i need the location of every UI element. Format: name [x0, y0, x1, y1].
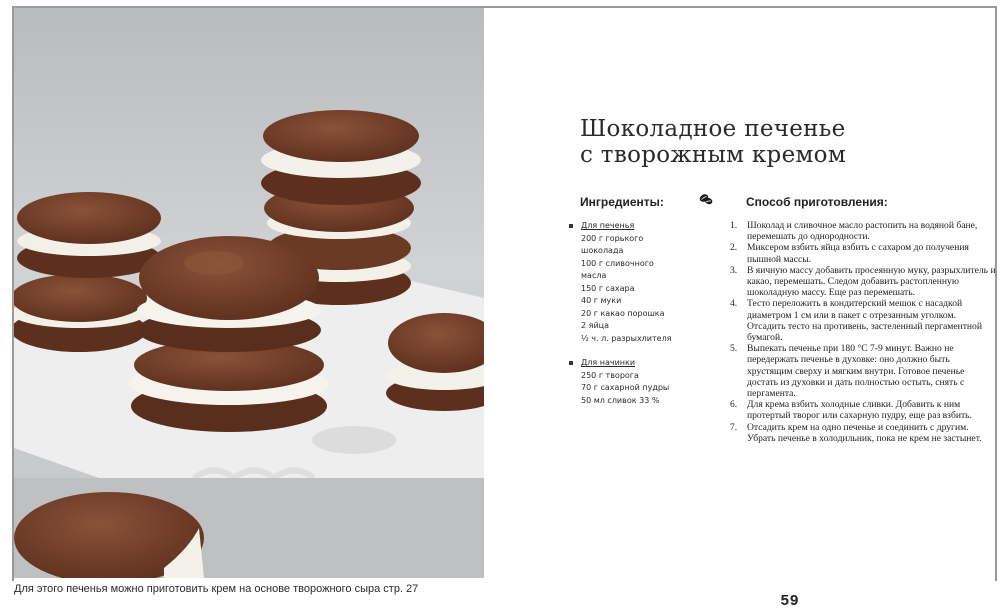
bullet-icon — [569, 224, 573, 228]
ingredients-list — [565, 220, 705, 419]
ingredient-item: 70 г сахарной пудры — [581, 383, 670, 392]
step-text: Для крема взбить холодные сливки. Добавить к ним протертый творог или сахарную пудру, еще раз взбить. — [747, 399, 972, 422]
ingredient-group-title: Для начинки — [581, 358, 636, 367]
recipe-title — [580, 116, 980, 168]
method-step — [726, 220, 996, 242]
step-number: 1. — [730, 220, 738, 231]
method-step — [726, 298, 996, 343]
method-step — [726, 343, 996, 399]
step-number: 6. — [730, 399, 738, 411]
step-number: 3. — [730, 264, 738, 276]
method-step — [726, 422, 996, 444]
page-number: 59 — [780, 592, 800, 609]
step-text: Выпекать печенье при 180 °С 7-9 минут. Важно не передержать печенье в духовке: оно должно быть хрустящим сверху и мягким внутри. Готовое печенье достать из духовки и дать полностью остыть, снять с пергамента. — [747, 343, 965, 400]
ingredient-item: 100 г сливочного — [581, 258, 654, 268]
ingredient-item: 150 г сахара — [581, 283, 635, 293]
step-text: Миксером взбить яйца взбить с сахаром до получения пышной массы. — [747, 242, 969, 265]
ingredient-item: шоколада — [581, 246, 624, 255]
ingredient-item: ½ ч. л. разрыхлителя — [581, 333, 672, 343]
ingredient-item: 40 г муки — [581, 296, 622, 305]
step-text: Тесто переложить в кондитерский мешок с насадкой диаметром 1 см или в пакет с отрезанным уголком. Отсадить тесто на противень, застеленный пергаментной бумагой. — [747, 298, 982, 344]
ingredient-group-title: Для печенья — [581, 221, 635, 230]
ingredient-item: 50 мл сливок 33 % — [581, 395, 660, 405]
method-step — [726, 242, 996, 264]
step-number: 7. — [730, 421, 738, 433]
ingredient-group-filling — [565, 357, 705, 407]
recipe-title-line-2: с творожным кремом — [580, 142, 847, 168]
recipe-title-line-1: Шоколадное печенье — [580, 116, 846, 142]
step-number: 2. — [730, 242, 738, 254]
ingredient-item: 200 г горького — [581, 233, 644, 243]
ingredients-heading: Ингредиенты: — [580, 195, 664, 209]
method-steps — [726, 220, 996, 444]
recipe-photo — [14, 8, 484, 578]
bullet-icon — [569, 361, 573, 365]
method-heading: Способ приготовления: — [746, 195, 888, 209]
ingredient-item: 250 г творога — [581, 370, 639, 380]
step-text: Шоколад и сливочное масло растопить на водяной бане, перемешать до однородности. — [747, 220, 978, 243]
step-number: 4. — [730, 298, 738, 310]
ingredient-item: 2 яйца — [581, 321, 609, 330]
photo-caption: Для этого печенья можно приготовить крем на основе творожного сыра стр. 27 — [14, 583, 419, 595]
step-number: 5. — [730, 343, 738, 355]
step-text: Отсадить крем на одно печенье и соединить с другим. Убрать печенье в холодильник, пока не крем не застынет. — [747, 421, 982, 444]
ingredient-item: масла — [581, 271, 607, 280]
ingredient-item: 20 г какао порошка — [581, 308, 665, 318]
method-step — [726, 399, 996, 421]
ingredient-group-cookie — [565, 220, 705, 345]
method-step — [726, 265, 996, 299]
step-text: В яичную массу добавить просеянную муку, разрыхлитель и какао, перемешать. Следом добавить растопленную шоколадную массу. Еще раз перемешать. — [747, 264, 996, 299]
coffee-bean-icon — [698, 191, 714, 207]
